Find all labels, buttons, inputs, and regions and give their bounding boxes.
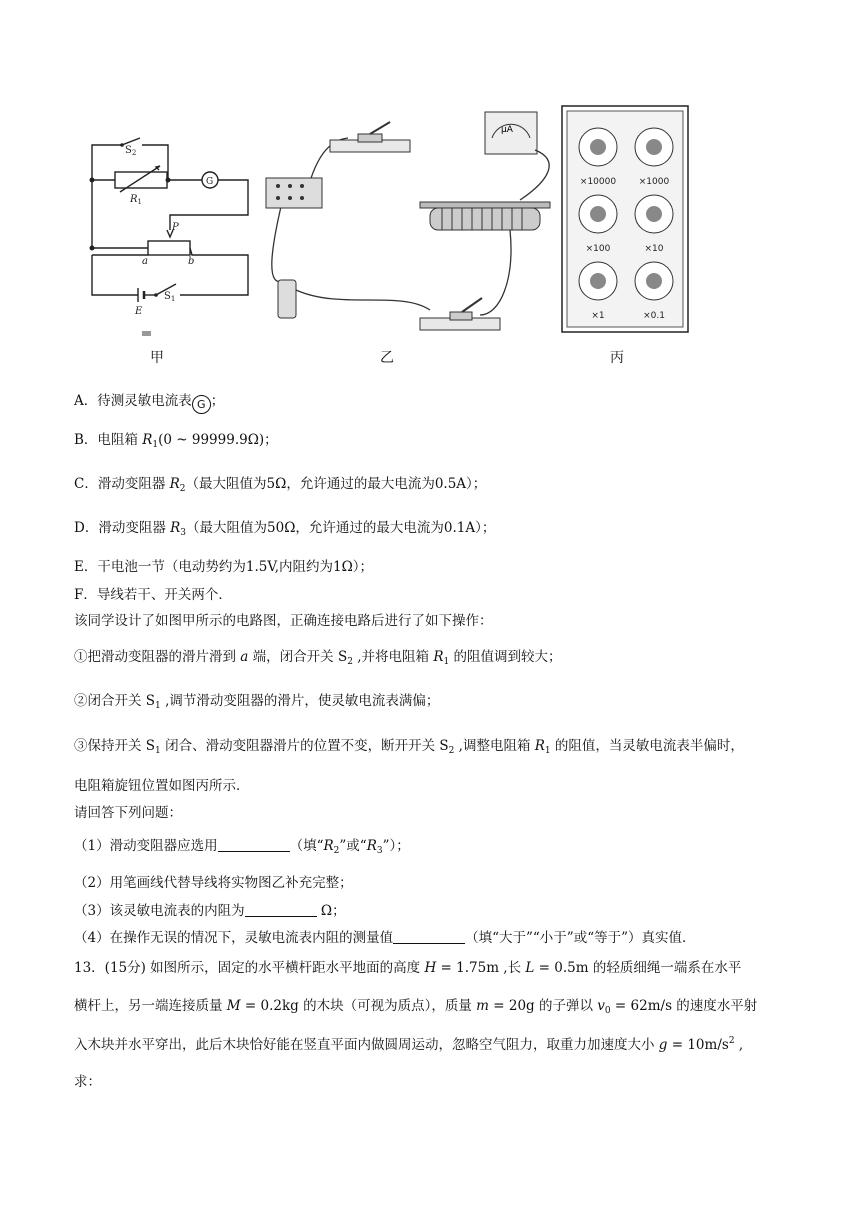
problem-13-line-2: 横杆上，另一端连接质量 M = 0.2kg 的木块（可视为质点），质量 m = 20g 的子弹以 $v_0 = 62m/s$ 的速度水平射 xyxy=(74,998,758,1016)
question-1: （1）滑动变阻器应选用 （填“$R_2$”或“$R_3$”）； xyxy=(74,838,410,856)
item-e: E．干电池一节（电动势约为1.5V,内阻约为1Ω）； xyxy=(74,559,374,575)
problem-13-line-3: 入木块并水平穿出，此后木块恰好能在竖直平面内做圆周运动，忽略空气阻力，取重力加速度大小 $g = 10m/s^2$ , xyxy=(74,1036,744,1053)
microammeter-label: μA xyxy=(501,125,513,135)
label-s1: $S_1$ xyxy=(164,291,176,303)
caption-bing: 丙 xyxy=(610,350,624,366)
label-b: b xyxy=(188,256,195,267)
caption-jia: 甲 xyxy=(150,350,164,366)
dial-multiplier: ×10000 xyxy=(579,177,617,187)
step-2: ②闭合开关 $S_1$ ,调节滑动变阻器的滑片，使灵敏电流表满偏； xyxy=(74,693,440,711)
answer-blank xyxy=(393,931,465,944)
step-1: ①把滑动变阻器的滑片滑到 a 端，闭合开关 $S_2$ ,并将电阻箱 $R_1$ 的阻值调到较大； xyxy=(74,649,562,667)
label-r1: $R_1$ xyxy=(130,194,142,206)
label-galvanometer: G xyxy=(206,177,214,187)
item-c: C．滑动变阻器 $R_2$（最大阻值为5Ω，允许通过的最大电流为0.5A）； xyxy=(74,476,487,494)
galvanometer-icon: G xyxy=(192,395,211,414)
intro-text: 该同学设计了如图甲所示的电路图，正确连接电路后进行了如下操作： xyxy=(74,613,493,629)
question-4: （4）在操作无误的情况下，灵敏电流表内阻的测量值 （填“大于”“小于”或“等于”）真实值． xyxy=(74,930,696,946)
item-d: D．滑动变阻器 $R_3$（最大阻值为50Ω，允许通过的最大电流为0.1A）； xyxy=(74,520,496,538)
question-2: （2）用笔画线代替导线将实物图乙补充完整； xyxy=(74,875,353,891)
item-a: A．待测灵敏电流表 G ； xyxy=(74,389,224,414)
question-prompt: 请回答下列问题： xyxy=(74,805,182,821)
apparatus-photo xyxy=(266,112,550,330)
item-b: B．电阻箱 $R_1(0$ ~ 99999.9Ω)； xyxy=(74,432,278,450)
label-s2: $S_2$ xyxy=(125,145,137,157)
answer-blank xyxy=(218,839,290,852)
dial-multiplier: ×1 xyxy=(591,311,605,321)
step-3-cont: 电阻箱旋钮位置如图丙所示． xyxy=(74,778,250,794)
problem-13-line-4: 求： xyxy=(74,1074,101,1090)
experiment-figure xyxy=(80,100,700,370)
resistance-box-dials xyxy=(562,106,688,332)
dial-multiplier: ×100 xyxy=(585,244,611,254)
dial-multiplier: ×10 xyxy=(644,244,664,254)
dial-multiplier: ×0.1 xyxy=(643,311,665,321)
circuit-diagram xyxy=(92,138,248,302)
question-3: （3）该灵敏电流表的内阻为 Ω； xyxy=(74,903,346,919)
label-e: E xyxy=(135,306,143,317)
item-f: F．导线若干、开关两个． xyxy=(74,587,232,603)
dial-multiplier: ×1000 xyxy=(638,177,670,187)
step-3: ③保持开关 $S_1$ 闭合、滑动变阻器滑片的位置不变，断开开关 $S_2$ ,调整电阻箱 $R_1$ 的阻值，当灵敏电流表半偏时， xyxy=(74,738,744,756)
label-a: a xyxy=(142,256,148,267)
caption-yi: 乙 xyxy=(380,350,394,366)
problem-13-line-1: 13．(15分) 如图所示，固定的水平横杆距水平地面的高度 H = 1.75m ,长 L = 0.5m 的轻质细绳一端系在水平 xyxy=(74,960,742,976)
label-p: P xyxy=(172,222,179,233)
answer-blank xyxy=(245,904,317,917)
